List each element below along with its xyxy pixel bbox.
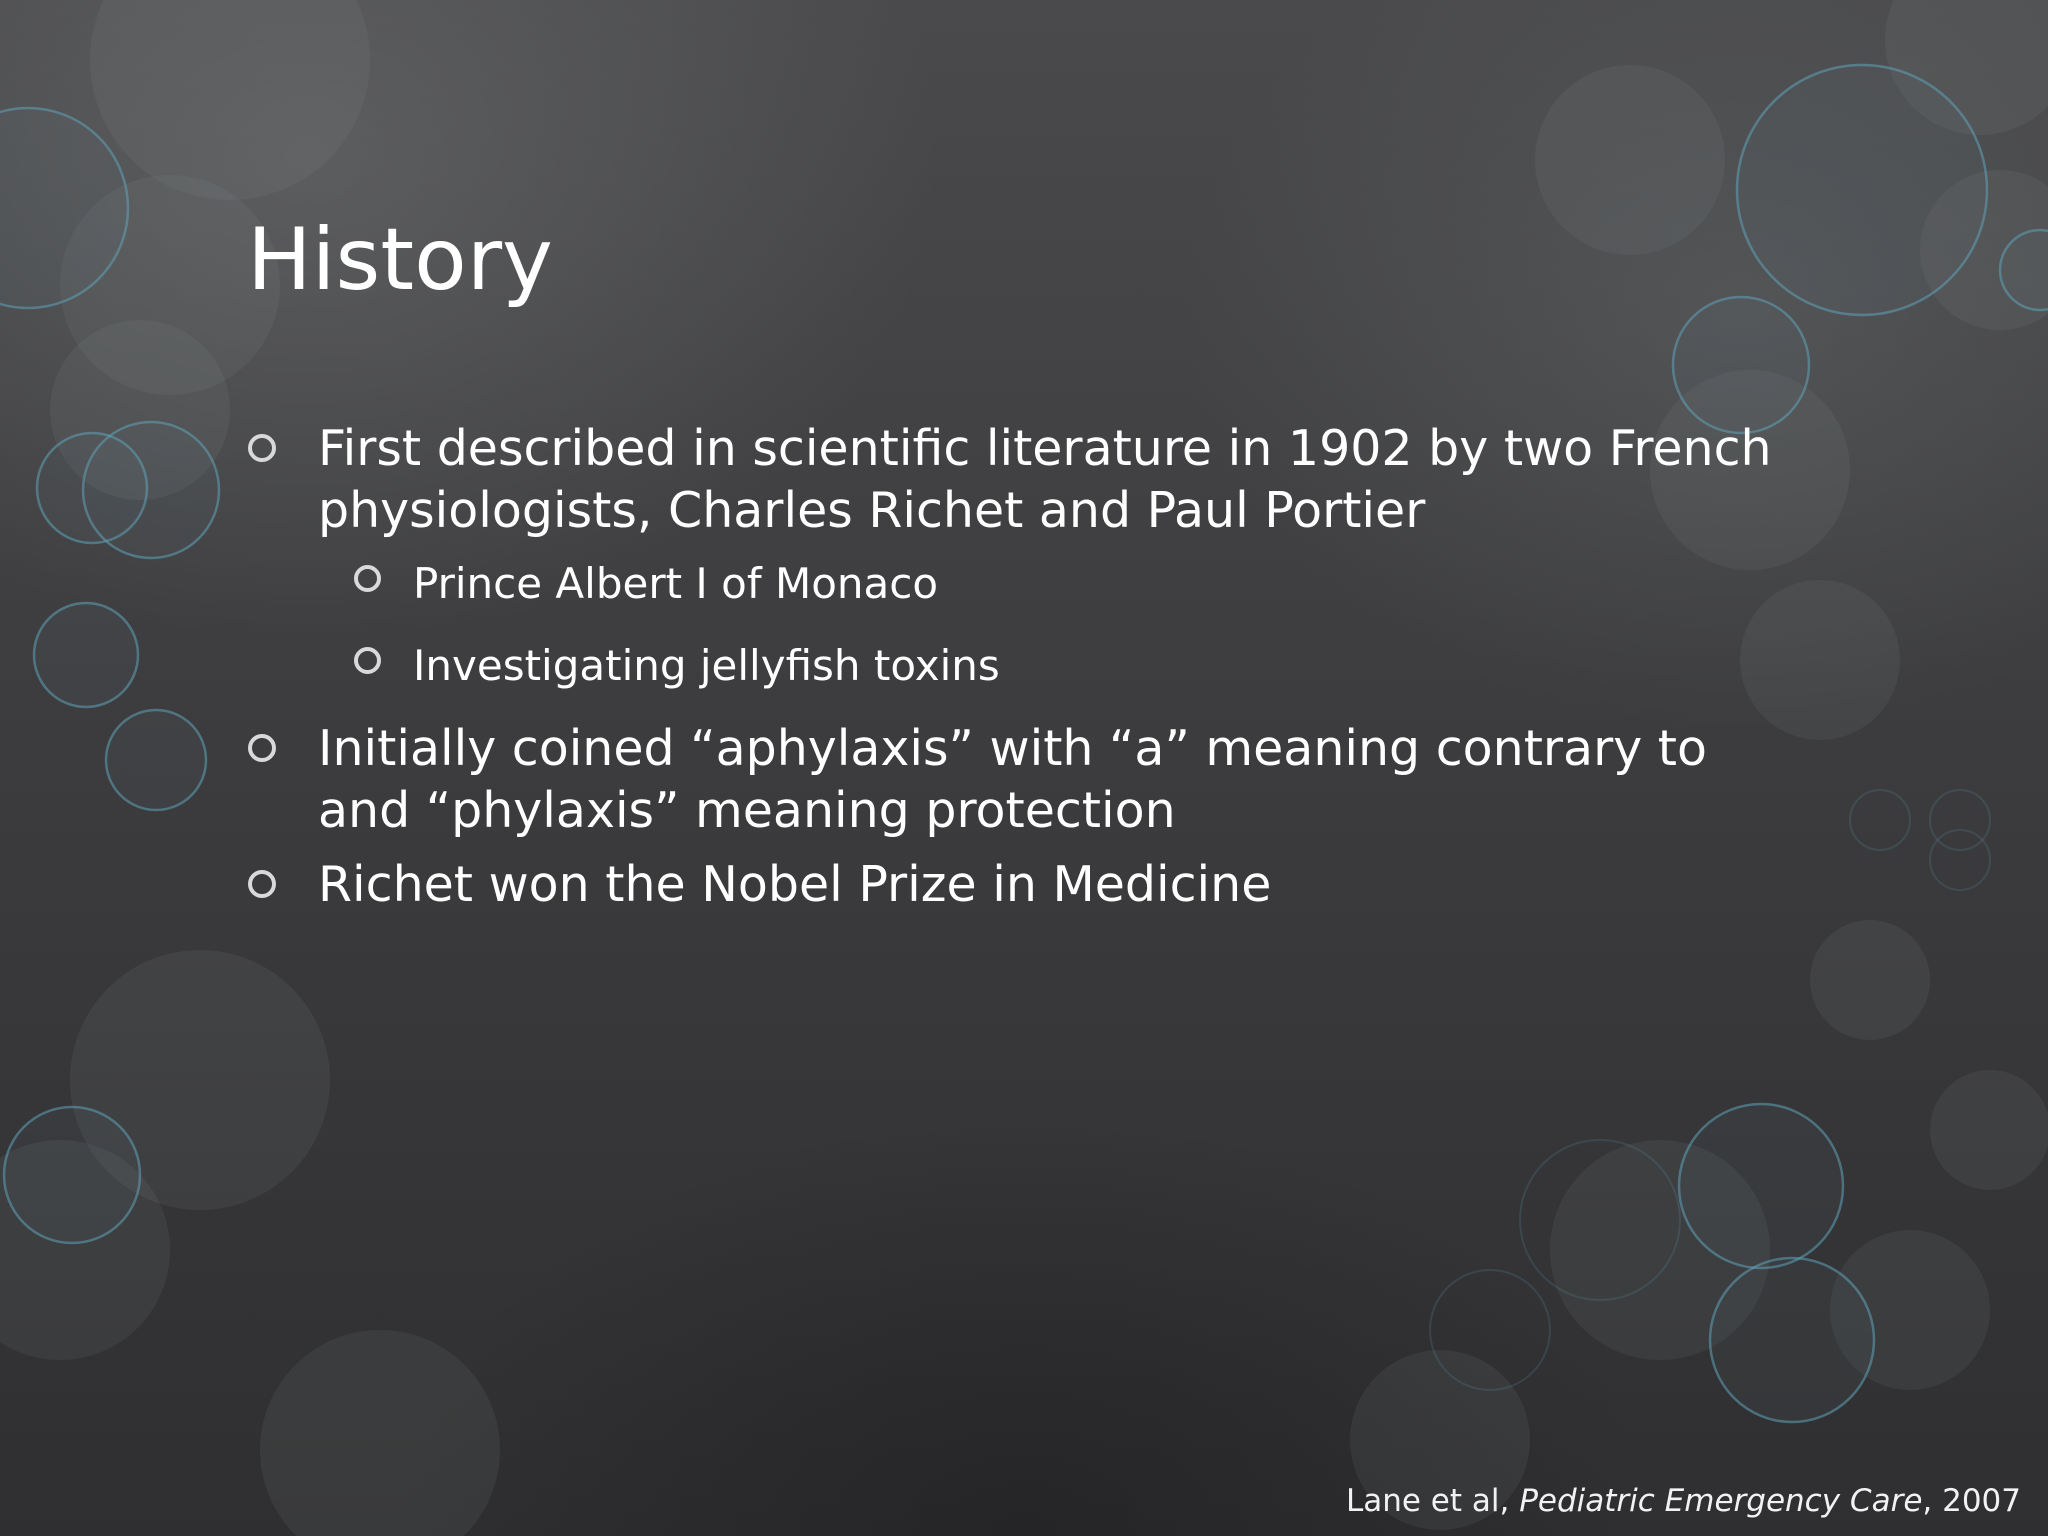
sub-bullet-item (354, 554, 1808, 614)
hollow-circle-bullet-icon (248, 434, 276, 462)
hollow-circle-bullet-icon (354, 565, 381, 592)
citation-year: , 2007 (1922, 1483, 2021, 1519)
slide-title: History (247, 210, 553, 310)
bullet-text: Initially coined “aphylaxis” with “a” meaning contrary to and “phylaxis” meaning protection (318, 720, 1707, 839)
sub-bullet-item (354, 636, 1808, 696)
bullet-item (248, 718, 1808, 842)
citation-journal: Pediatric Emergency Care (1519, 1483, 1923, 1519)
hollow-circle-bullet-icon (354, 647, 381, 674)
bullet-text: First described in scientific literature in 1902 by two French physiologists, Charles Richet and Paul Portier (318, 420, 1772, 539)
sub-bullet-text: Investigating jellyfish toxins (413, 641, 1000, 690)
bullet-item (248, 854, 1808, 916)
bullet-text: Richet won the Nobel Prize in Medicine (318, 856, 1272, 913)
citation (1346, 1480, 2021, 1522)
hollow-circle-bullet-icon (248, 734, 276, 762)
sub-bullet-text: Prince Albert I of Monaco (413, 559, 939, 608)
bullet-item (248, 418, 1808, 542)
bullet-list (248, 418, 1808, 928)
hollow-circle-bullet-icon (248, 870, 276, 898)
citation-authors: Lane et al, (1345, 1483, 1520, 1519)
